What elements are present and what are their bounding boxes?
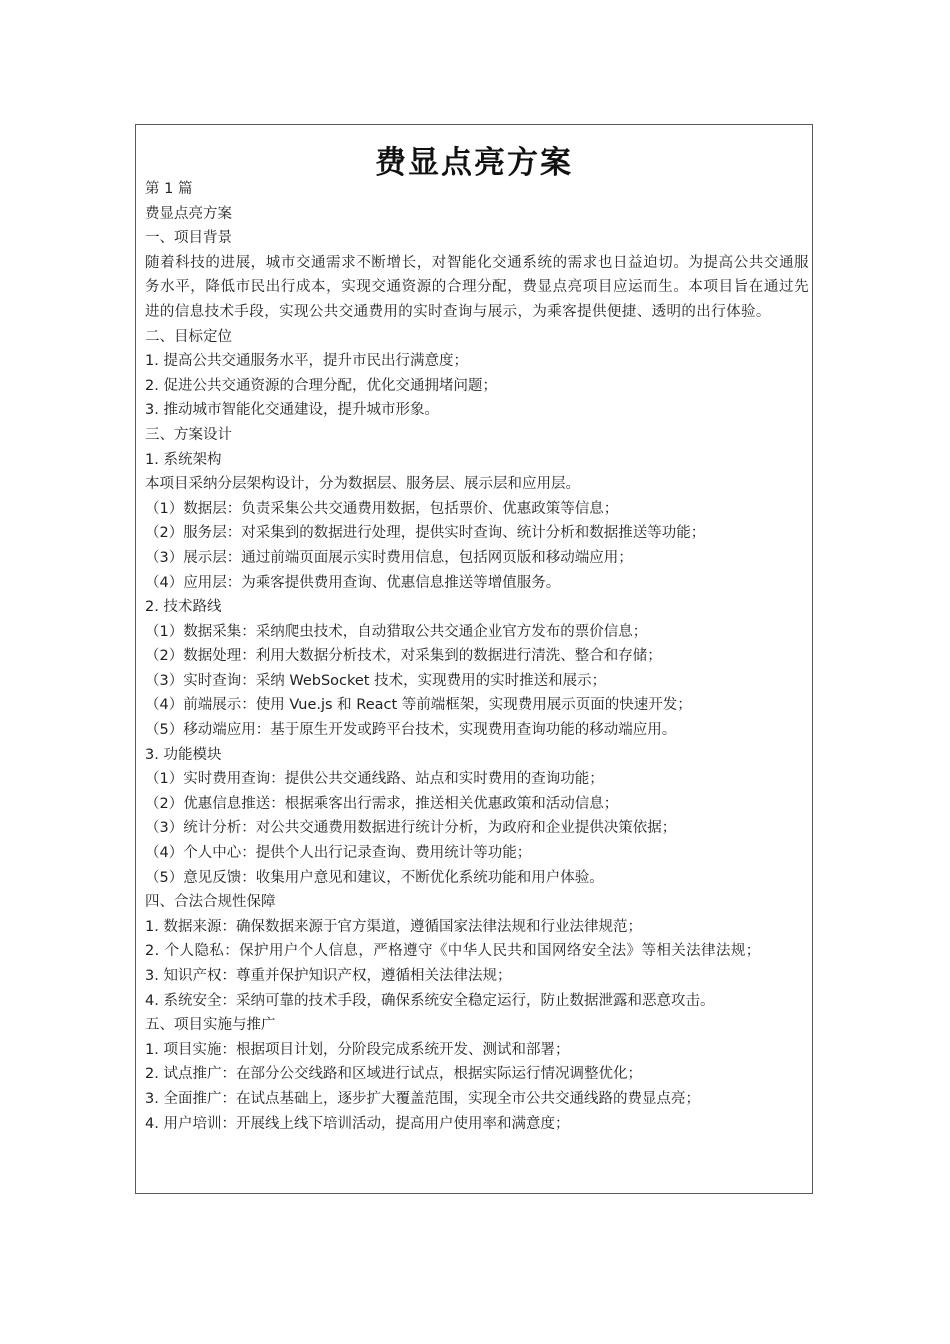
text-line: （5）意见反馈：收集用户意见和建议，不断优化系统功能和用户体验。 (145, 869, 604, 886)
text-line: （3）展示层：通过前端页面展示实时费用信息，包括网页版和移动端应用； (145, 549, 633, 566)
document-title: 费显点亮方案 (375, 145, 573, 181)
subsection-heading: 2. 技术路线 (145, 599, 222, 616)
text-line: （5）移动端应用：基于原生开发或跨平台技术，实现费用查询功能的移动端应用。 (145, 722, 677, 739)
text-line: 2. 个人隐私：保护用户个人信息，严格遵守《中华人民共和国网络安全法》等相关法律法规； (145, 943, 761, 960)
text-line: 4. 系统安全：采纳可靠的技术手段，确保系统安全稳定运行，防止数据泄露和恶意攻击。 (145, 992, 715, 1009)
text-line: （3）实时查询：采纳 WebSocket 技术，实现费用的实时推送和展示； (145, 672, 607, 689)
text-line: （3）统计分析：对公共交通费用数据进行统计分析，为政府和企业提供决策依据； (145, 820, 677, 837)
text-line: （4）前端展示：使用 Vue.js 和 React 等前端框架，实现费用展示页面的快速开发； (145, 697, 692, 714)
text-line: 1. 数据来源：确保数据来源于官方渠道，遵循国家法律法规和行业法律规范； (145, 918, 642, 935)
text-line: 3. 全面推广：在试点基础上，逐步扩大覆盖范围，实现全市公共交通线路的费显点亮； (145, 1090, 700, 1107)
text-line: 4. 用户培训：开展线上线下培训活动，提高用户使用率和满意度； (145, 1115, 570, 1132)
section-heading: 二、目标定位 (145, 328, 232, 345)
text-line: 3. 推动城市智能化交通建设，提升城市形象。 (145, 402, 439, 419)
subsection-heading: 3. 功能模块 (145, 746, 222, 763)
section-heading: 一、项目背景 (145, 230, 232, 247)
text-line: 第 1 篇 (145, 181, 193, 197)
section-heading: 五、项目实施与推广 (145, 1017, 276, 1034)
section-heading: 四、合法合规性保障 (145, 894, 276, 911)
document-frame (135, 124, 813, 1194)
text-line: （1）数据层：负责采集公共交通费用数据，包括票价、优惠政策等信息； (145, 500, 619, 517)
text-line: （2）服务层：对采集到的数据进行处理，提供实时查询、统计分析和数据推送等功能； (145, 525, 706, 542)
paragraph: 随着科技的进展，城市交通需求不断增长，对智能化交通系统的需求也日益迫切。为提高公共交通服务水平，降低市民出行成本，实现交通资源的合理分配，费显点亮项目应运而生。本项目旨在通过先进的信息技术手段，实现公共交通费用的实时查询与展示，为乘客提供便捷、透明的出行体验。 (145, 254, 809, 320)
text-line: （4）个人中心：提供个人出行记录查询、费用统计等功能； (145, 845, 532, 862)
text-line: 2. 试点推广：在部分公交线路和区域进行试点，根据实际运行情况调整优化； (145, 1066, 642, 1083)
text-line: （1）数据采集：采纳爬虫技术，自动猎取公共交通企业官方发布的票价信息； (145, 623, 648, 640)
text-line: 3. 知识产权：尊重并保护知识产权，遵循相关法律法规； (145, 968, 512, 984)
text-line: 1. 项目实施：根据项目计划，分阶段完成系统开发、测试和部署； (145, 1041, 570, 1058)
text-line: （2）优惠信息推送：根据乘客出行需求，推送相关优惠政策和活动信息； (145, 795, 619, 812)
section-heading: 三、方案设计 (145, 426, 232, 443)
text-line: （1）实时费用查询：提供公共交通线路、站点和实时费用的查询功能； (145, 771, 604, 788)
text-line: （4）应用层：为乘客提供费用查询、优惠信息推送等增值服务。 (145, 574, 561, 591)
text-line: 费显点亮方案 (145, 205, 232, 222)
document-body (145, 177, 809, 1136)
text-line: 2. 促进公共交通资源的合理分配，优化交通拥堵问题； (145, 377, 497, 394)
text-line: 1. 提高公共交通服务水平，提升市民出行满意度； (145, 353, 468, 370)
subsection-heading: 1. 系统架构 (145, 451, 222, 468)
text-line: （2）数据处理：利用大数据分析技术，对采集到的数据进行清洗、整合和存储； (145, 648, 662, 665)
text-line: 本项目采纳分层架构设计，分为数据层、服务层、展示层和应用层。 (145, 476, 580, 493)
